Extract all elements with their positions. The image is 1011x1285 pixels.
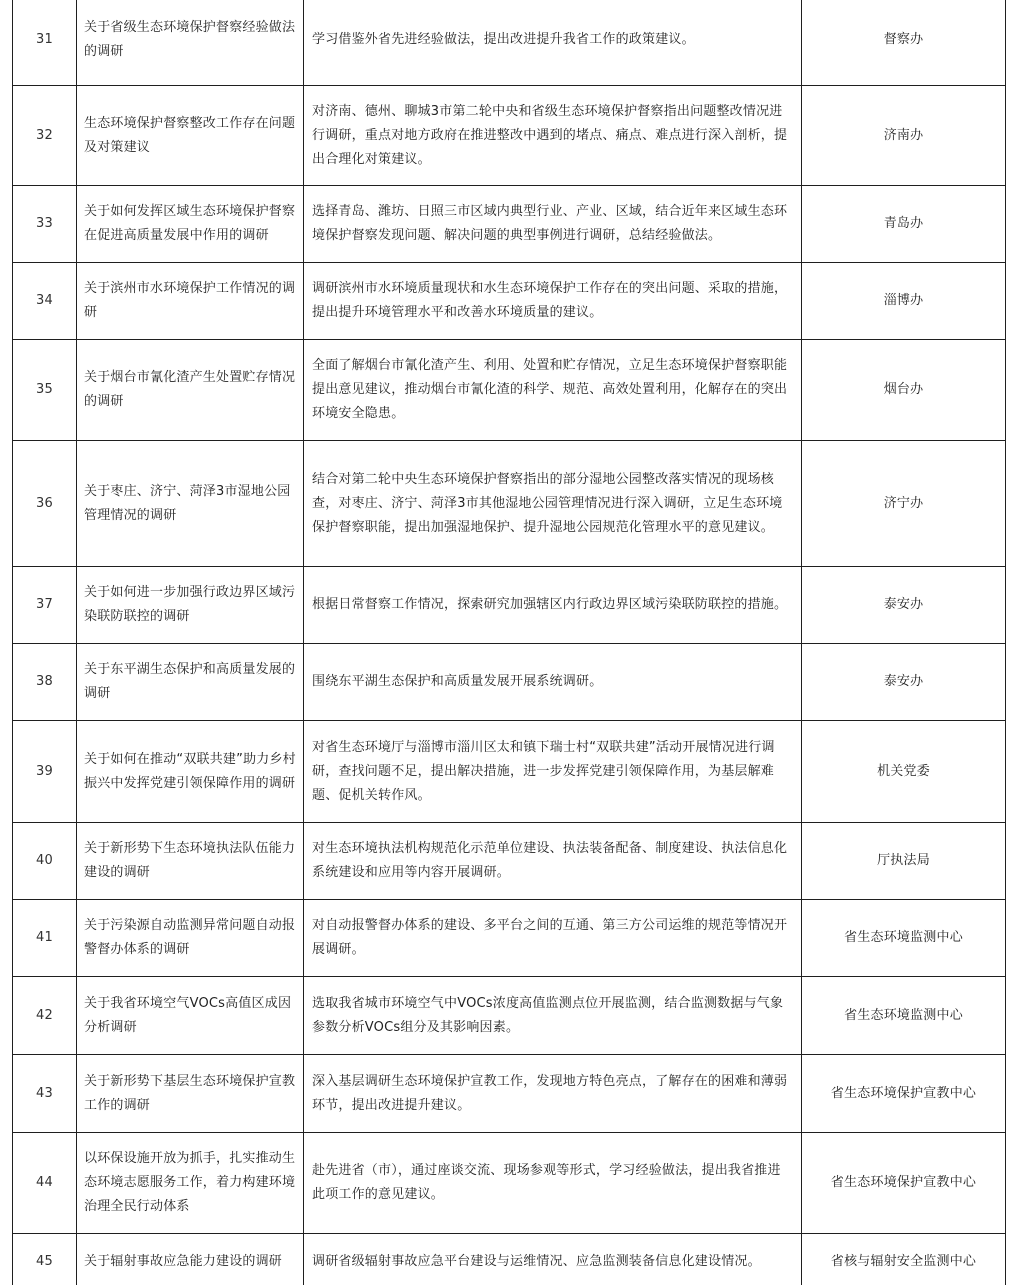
row-number: 36	[13, 441, 77, 567]
topic-title: 关于烟台市氰化渣产生处置贮存情况的调研	[77, 340, 304, 441]
topic-title: 关于枣庄、济宁、菏泽3市湿地公园管理情况的调研	[77, 441, 304, 567]
row-number: 43	[13, 1055, 77, 1133]
responsible-unit: 省核与辐射安全监测中心	[802, 1234, 1006, 1285]
topic-description: 对生态环境执法机构规范化示范单位建设、执法装备配备、制度建设、执法信息化系统建设和应用等内容开展调研。	[304, 823, 802, 900]
responsible-unit: 泰安办	[802, 644, 1006, 721]
table-row	[13, 644, 1006, 721]
topic-title: 关于辐射事故应急能力建设的调研	[77, 1234, 304, 1285]
responsible-unit: 济南办	[802, 86, 1006, 186]
topic-description: 结合对第二轮中央生态环境保护督察指出的部分湿地公园整改落实情况的现场核查，对枣庄、济宁、菏泽3市其他湿地公园管理情况进行深入调研，立足生态环境保护督察职能，提出加强湿地保护、提升湿地公园规范化管理水平的意见建议。	[304, 441, 802, 567]
topic-description: 学习借鉴外省先进经验做法，提出改进提升我省工作的政策建议。	[304, 0, 802, 86]
row-number: 40	[13, 823, 77, 900]
row-number: 32	[13, 86, 77, 186]
topic-title: 关于新形势下基层生态环境保护宣教工作的调研	[77, 1055, 304, 1133]
topic-title: 关于省级生态环境保护督察经验做法的调研	[77, 0, 304, 86]
responsible-unit: 督察办	[802, 0, 1006, 86]
table-row	[13, 263, 1006, 340]
responsible-unit: 烟台办	[802, 340, 1006, 441]
responsible-unit: 机关党委	[802, 721, 1006, 823]
table-row	[13, 567, 1006, 644]
topic-description: 根据日常督察工作情况，探索研究加强辖区内行政边界区域污染联防联控的措施。	[304, 567, 802, 644]
row-number: 31	[13, 0, 77, 86]
table-row	[13, 977, 1006, 1055]
topic-description: 围绕东平湖生态保护和高质量发展开展系统调研。	[304, 644, 802, 721]
row-number: 33	[13, 186, 77, 263]
table-row	[13, 1234, 1006, 1285]
row-number: 34	[13, 263, 77, 340]
responsible-unit: 省生态环境监测中心	[802, 900, 1006, 977]
table-row	[13, 823, 1006, 900]
responsible-unit: 青岛办	[802, 186, 1006, 263]
responsible-unit: 省生态环境监测中心	[802, 977, 1006, 1055]
topic-title: 关于滨州市水环境保护工作情况的调研	[77, 263, 304, 340]
row-number: 39	[13, 721, 77, 823]
responsible-unit: 厅执法局	[802, 823, 1006, 900]
row-number: 38	[13, 644, 77, 721]
responsible-unit: 泰安办	[802, 567, 1006, 644]
topic-description: 对省生态环境厅与淄博市淄川区太和镇下瑞士村“双联共建”活动开展情况进行调研，查找问题不足，提出解决措施，进一步发挥党建引领保障作用，为基层解难题、促机关转作风。	[304, 721, 802, 823]
topic-description: 调研滨州市水环境质量现状和水生态环境保护工作存在的突出问题、采取的措施，提出提升环境管理水平和改善水环境质量的建议。	[304, 263, 802, 340]
topic-description: 选取我省城市环境空气中VOCs浓度高值监测点位开展监测，结合监测数据与气象参数分析VOCs组分及其影响因素。	[304, 977, 802, 1055]
topic-title: 关于新形势下生态环境执法队伍能力建设的调研	[77, 823, 304, 900]
topic-description: 赴先进省（市），通过座谈交流、现场参观等形式，学习经验做法，提出我省推进此项工作的意见建议。	[304, 1133, 802, 1234]
topic-title: 关于如何在推动“双联共建”助力乡村振兴中发挥党建引领保障作用的调研	[77, 721, 304, 823]
table-row	[13, 1055, 1006, 1133]
row-number: 41	[13, 900, 77, 977]
topic-description: 选择青岛、潍坊、日照三市区域内典型行业、产业、区域，结合近年来区域生态环境保护督察发现问题、解决问题的典型事例进行调研，总结经验做法。	[304, 186, 802, 263]
row-number: 42	[13, 977, 77, 1055]
table-row	[13, 721, 1006, 823]
topic-description: 对济南、德州、聊城3市第二轮中央和省级生态环境保护督察指出问题整改情况进行调研，重点对地方政府在推进整改中遇到的堵点、痛点、难点进行深入剖析，提出合理化对策建议。	[304, 86, 802, 186]
table-row	[13, 186, 1006, 263]
topic-description: 全面了解烟台市氰化渣产生、利用、处置和贮存情况，立足生态环境保护督察职能提出意见建议，推动烟台市氰化渣的科学、规范、高效处置利用，化解存在的突出环境安全隐患。	[304, 340, 802, 441]
responsible-unit: 省生态环境保护宣教中心	[802, 1133, 1006, 1234]
topic-title: 关于东平湖生态保护和高质量发展的调研	[77, 644, 304, 721]
topic-title: 关于如何发挥区域生态环境保护督察在促进高质量发展中作用的调研	[77, 186, 304, 263]
row-number: 37	[13, 567, 77, 644]
responsible-unit: 淄博办	[802, 263, 1006, 340]
table-row	[13, 340, 1006, 441]
topic-title: 生态环境保护督察整改工作存在问题及对策建议	[77, 86, 304, 186]
row-number: 45	[13, 1234, 77, 1285]
topic-description: 深入基层调研生态环境保护宣教工作，发现地方特色亮点，了解存在的困难和薄弱环节，提出改进提升建议。	[304, 1055, 802, 1133]
row-number: 35	[13, 340, 77, 441]
table-row	[13, 1133, 1006, 1234]
table-row	[13, 441, 1006, 567]
table-row	[13, 0, 1006, 86]
topic-title: 关于如何进一步加强行政边界区域污染联防联控的调研	[77, 567, 304, 644]
research-topics-table	[12, 0, 1006, 1285]
topic-description: 对自动报警督办体系的建设、多平台之间的互通、第三方公司运维的规范等情况开展调研。	[304, 900, 802, 977]
row-number: 44	[13, 1133, 77, 1234]
topic-description: 调研省级辐射事故应急平台建设与运维情况、应急监测装备信息化建设情况。	[304, 1234, 802, 1285]
responsible-unit: 省生态环境保护宣教中心	[802, 1055, 1006, 1133]
responsible-unit: 济宁办	[802, 441, 1006, 567]
topic-title: 关于我省环境空气VOCs高值区成因分析调研	[77, 977, 304, 1055]
table-row	[13, 86, 1006, 186]
table-row	[13, 900, 1006, 977]
topic-title: 以环保设施开放为抓手，扎实推动生态环境志愿服务工作，着力构建环境治理全民行动体系	[77, 1133, 304, 1234]
topic-title: 关于污染源自动监测异常问题自动报警督办体系的调研	[77, 900, 304, 977]
